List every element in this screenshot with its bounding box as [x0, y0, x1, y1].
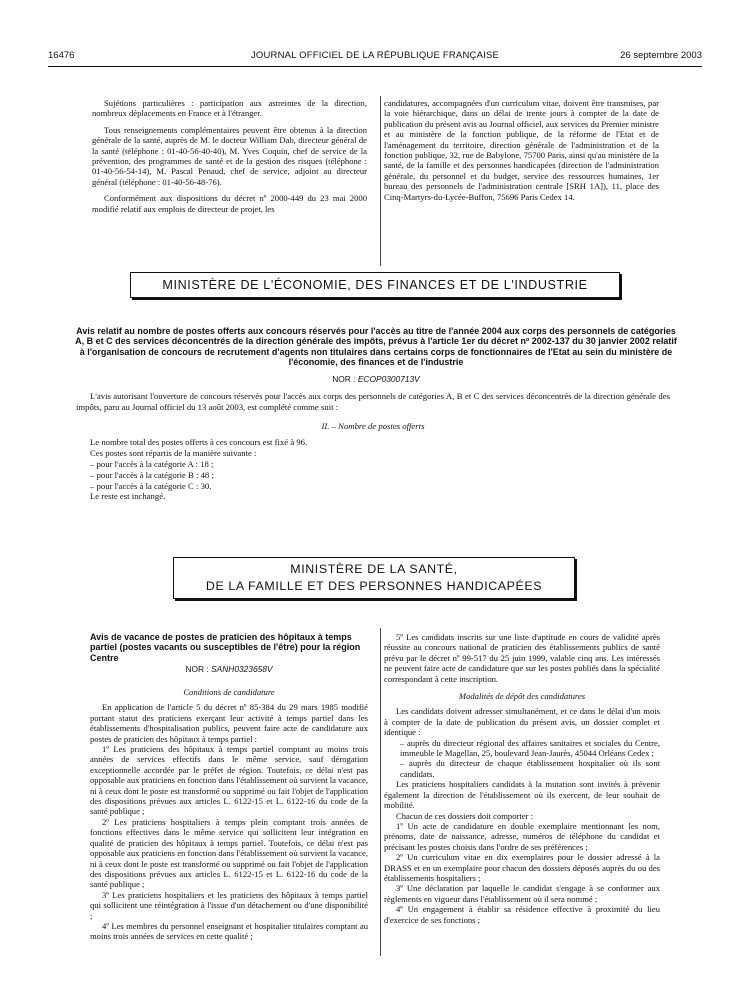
header-rule: [48, 66, 702, 67]
nor-label: NOR :: [332, 374, 356, 384]
paragraph: 1º Les praticiens des hôpitaux à temps partiel comptant au moins trois années de services effectifs dans le même service, sauf dérogation exceptionnelle accordée par le préfet de région. Toutefois, ce délai n'est pas opposable aux praticiens en fonction dans l'établissement où survient la vacance, ni à ceux dont le poste est transformé ou supprimé ou fait l'objet de l'application des dispositions prévues aux articles L. 6122-15 et L. 6122-16 du code de la santé publique ;: [90, 744, 368, 817]
nor-reference: [75, 374, 677, 384]
paragraph: L'avis autorisant l'ouverture de concours réservés pour l'accès aux corps des personnels de catégories A, B et C des services déconcentrés de la direction générale des impôts, paru au Journal officiel du 13 août 2003, est complété comme suit :: [76, 391, 670, 412]
paragraph: candidatures, accompagnées d'un curriculum vitae, doivent être transmises, par la voie hiérarchique, dans un délai de trente jours à compter de la date de publication du présent avis au Journal officiel, aux services du Premier ministre et au ministère de la fonction publique, de la réforme de l'Etat et de l'aménagement du territoire, direction générale de l'administration et de la fonction publique, 32, rue de Babylone, 75700 Paris, ainsi qu'au ministère de la santé, de la famille et des personnes handicapées (direction de l'administration générale, du personnel et du budget, service des ressources humaines, 1er bureau des personnels de l'administration centrale [SRH 1A]), 11, place des Cinq-Martyrs-du-Lycée-Buffon, 75696 Paris Cedex 14.: [384, 98, 659, 202]
paragraph: En application de l'article 5 du décret nº 85-384 du 29 mars 1985 modifié portant statut des praticiens exerçant leur activité à temps partiel dans les établissements d'hospitalisation publics, peuvent faire acte de candidature aux postes de praticien des hôpitaux à temps partiel :: [90, 702, 368, 744]
section-heading: Modalités de dépôt des candidatures: [458, 691, 586, 702]
paragraph: 3º Une déclaration par laquelle le candidat s'engage à se conformer aux règlements en vigueur dans l'établissement où il sera nommé ;: [384, 883, 660, 904]
paragraph: Les candidats doivent adresser simultanément, et ce dans le délai d'un mois à compter de la date de publication du présent avis, un dossier complet et identique :: [384, 706, 660, 738]
paragraph: 2º Les praticiens hospitaliers à temps plein comptant trois années de fonctions effectives dans le même service qui sollicitent leur intégration en qualité de praticien des hôpitaux à temps partiel. Toutefois, ce délai n'est pas opposable aux praticiens en fonction dans l'établissement où survient la vacance, ni à ceux dont le poste est transformé ou supprimé ou fait l'objet de l'application des dispositions prévues aux articles L. 6122-15 et L. 6122-16 du code de la santé publique ;: [90, 816, 368, 890]
column-divider: [380, 628, 381, 956]
ministry-heading-sante: [173, 557, 575, 599]
avis2-right-column: [384, 632, 660, 925]
nor-code: ECOP0300713V: [357, 374, 420, 384]
list-item: – pour l'accès à la catégorie C : 30.: [90, 480, 212, 491]
paragraph: 4º Les membres du personnel enseignant et hospitalier titulaires comptant au moins trois années de services en cette qualité ;: [90, 920, 368, 942]
nor-code: SANH0323658V: [211, 664, 273, 674]
paragraph: 5º Les candidats inscrits sur une liste d'aptitude en cours de validité après réussite au concours national de praticien des établissements publics de santé prévu par le décret nº 99-517 du 25 juin 1999, valable cinq ans. Les intéressés ne peuvent faire acte de candidature que sur les postes publiés dans la spécialité correspondant à cette inscription.: [384, 632, 660, 684]
paragraph: Conformément aux dispositions du décret nº 2000-449 du 23 mai 2000 modifié relatif aux emplois de directeur de projet, les: [92, 193, 367, 214]
section-heading-text: II. – Nombre de postes offerts: [321, 420, 425, 431]
ministry-name-line2: DE LA FAMILLE ET DES PERSONNES HANDICAPÉES: [205, 579, 543, 593]
nor-reference: [90, 664, 368, 674]
ministry-name: MINISTÈRE DE L'ÉCONOMIE, DES FINANCES ET DE L'INDUSTRIE: [162, 278, 588, 292]
paragraph: 1º Un acte de candidature en double exemplaire mentionnant les nom, prénoms, date de naissance, adresse, numéros de téléphone du candidat et précisant les postes choisis dans l'ordre de ses préférences ;: [384, 820, 660, 852]
section-heading: [76, 421, 670, 432]
paragraph: 4º Un engagement à établir sa résidence effective à proximité du lieu d'exercice de ses fonctions ;: [384, 904, 660, 925]
paragraph: Le nombre total des postes offerts à ces concours est fixé à 96.: [90, 437, 308, 448]
paragraph: Chacun de ces dossiers doit comporter :: [396, 810, 533, 821]
avis-body: [76, 391, 670, 502]
ministry-name-line1: MINISTÈRE DE LA SANTÉ,: [290, 562, 458, 576]
top-left-column: [92, 98, 367, 214]
avis2-left-column: [90, 680, 368, 942]
paragraph: 2º Un curriculum vitae en dix exemplaires pour le dossier adressé à la DRASS et en un exemplaire pour chacun des dossiers déposés auprès du ou des établissements hospitaliers ;: [384, 852, 660, 883]
paragraph: Les praticiens hospitaliers candidats à la mutation sont invités à prévenir également la direction de l'établissement où ils exercent, de leur souhait de mobilité.: [384, 779, 660, 811]
paragraph: Le reste est inchangé.: [90, 491, 166, 502]
section-heading: Conditions de candidature: [183, 687, 275, 697]
issue-date: 26 septembre 2003: [620, 50, 702, 61]
journal-title: JOURNAL OFFICIEL DE LA RÉPUBLIQUE FRANÇAISE: [250, 50, 500, 61]
nor-label: NOR :: [185, 664, 209, 674]
list-item: – auprès du directeur de chaque établissement hospitalier où ils sont candidats.: [400, 758, 660, 779]
avis-title: Avis relatif au nombre de postes offerts aux concours réservés pour l'accès au titre de l'année 2004 aux corps des personnels de catégories A, B et C des services déconcentrés de la direction générale des impôts, prévus à l'article 1er du décret nº 2002-137 du 30 janvier 2002 relatif à l'organisation de concours de recrutement d'agents non titulaires dans certains corps de fonctionnaires de l'Etat au sein du ministère de l'économie, des finances et de l'industrie: [75, 326, 677, 368]
list-item: – pour l'accès à la catégorie A : 18 ;: [90, 458, 214, 469]
column-divider: [380, 96, 381, 266]
ministry-heading-economie: [130, 272, 620, 298]
paragraph: Sujétions particulières : participation aux astreintes de la direction, nombreux déplacements en France et à l'étranger.: [92, 98, 367, 119]
paragraph: Ces postes sont répartis de la manière suivante :: [90, 448, 257, 459]
top-right-column: [384, 98, 659, 202]
list-item: – pour l'accès à la catégorie B : 48 ;: [90, 469, 214, 480]
page-number: 16476: [48, 50, 75, 61]
paragraph: 3º Les praticiens hospitaliers et les praticiens des hôpitaux à temps partiel qui sollicitent une réintégration à l'issue d'un détachement ou d'une disponibilité ;: [90, 889, 368, 921]
list-item: – auprès du directeur régional des affaires sanitaires et sociales du Centre, immeuble le Magellan, 25, boulevard Jean-Jaurès, 45044 Orléans Cedex ;: [400, 737, 660, 759]
page-header: [48, 50, 702, 64]
avis-title: Avis de vacance de postes de praticien des hôpitaux à temps partiel (postes vacants ou susceptibles de l'être) pour la région Centre: [90, 632, 361, 663]
paragraph: Tous renseignements complémentaires peuvent être obtenus à la direction générale de la santé, auprès de M. le docteur William Dab, directeur général de la santé (téléphone : 01-40-56-40-40), M. Yves Coquin, chef de service de la prévention, des programmes de santé et de la gestion des risques (téléphone : 01-40-56-54-14), M. Pascal Penaud, chef de service, adjoint au directeur général (téléphone : 01-40-56-48-76).: [92, 124, 367, 187]
